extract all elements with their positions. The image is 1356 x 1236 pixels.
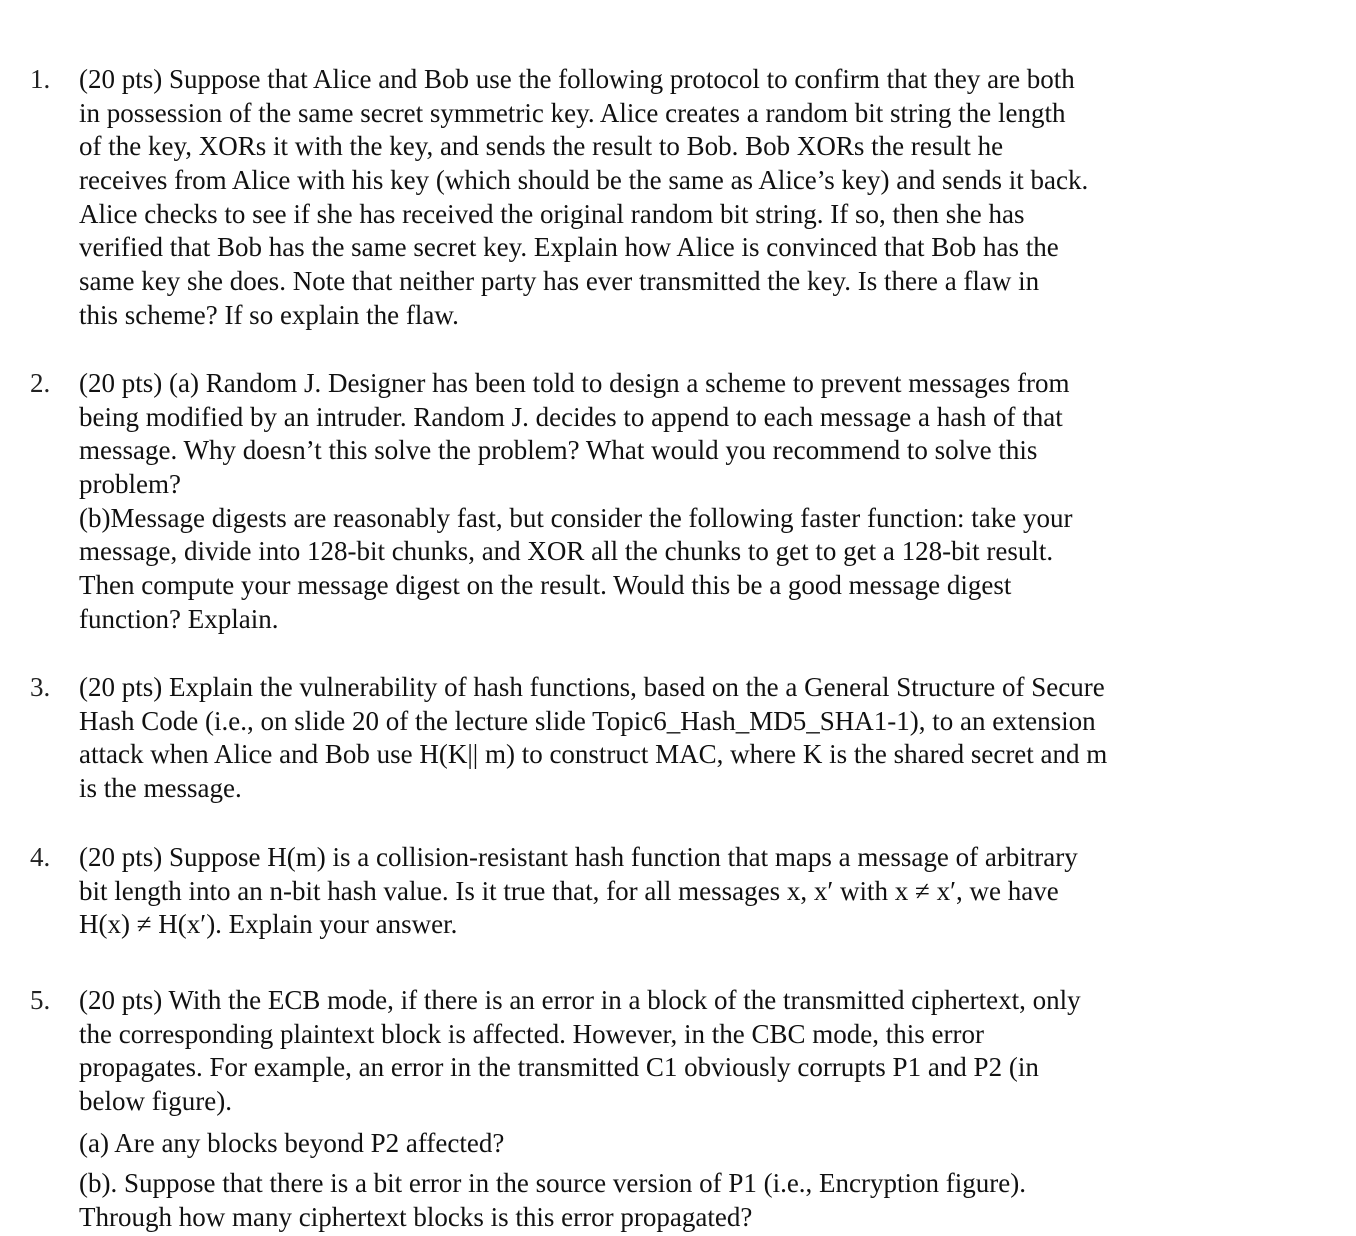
question-line: the corresponding plaintext block is affected. However, in the CBC mode, this error (79, 1019, 984, 1049)
question-line: (b)Message digests are reasonably fast, but consider the following faster function: take your (79, 503, 1073, 533)
question-line: Alice checks to see if she has received the original random bit string. If so, then she has (79, 199, 1025, 229)
question-line: H(x) ≠ H(x′). Explain your answer. (79, 909, 458, 939)
question-line: bit length into an n-bit hash value. Is it true that, for all messages x, x′ with x ≠ x′, we have (79, 876, 1059, 906)
question-line: being modified by an intruder. Random J. decides to append to each message a hash of that (79, 402, 1063, 432)
question-line: Hash Code (i.e., on slide 20 of the lecture slide Topic6_Hash_MD5_SHA1-1), to an extension (79, 706, 1096, 736)
question-line: this scheme? If so explain the flaw. (79, 300, 459, 330)
question-line: (20 pts) Suppose that Alice and Bob use the following protocol to confirm that they are both (79, 64, 1075, 94)
question-line: receives from Alice with his key (which should be the same as Alice’s key) and sends it back. (79, 165, 1089, 195)
question-line: (b). Suppose that there is a bit error in the source version of P1 (i.e., Encryption figure). (79, 1168, 1026, 1198)
question-line: same key she does. Note that neither party has ever transmitted the key. Is there a flaw in (79, 266, 1040, 296)
question-line: Then compute your message digest on the result. Would this be a good message digest (79, 570, 1012, 600)
question-line: (a) Are any blocks beyond P2 affected? (79, 1128, 505, 1158)
question-line: is the message. (79, 773, 242, 803)
question-number: 4. (30, 842, 51, 872)
question-number: 5. (30, 985, 51, 1015)
question-line: propagates. For example, an error in the transmitted C1 obviously corrupts P1 and P2 (in (79, 1052, 1039, 1082)
question-line: Through how many ciphertext blocks is this error propagated? (79, 1202, 753, 1232)
question-line: verified that Bob has the same secret key. Explain how Alice is convinced that Bob has the (79, 232, 1059, 262)
question-line: problem? (79, 469, 181, 499)
question-line: function? Explain. (79, 604, 279, 634)
question-number: 2. (30, 368, 51, 398)
question-line: (20 pts) Explain the vulnerability of hash functions, based on the a General Structure of Secure (79, 672, 1105, 702)
question-line: attack when Alice and Bob use H(K|| m) to construct MAC, where K is the shared secret and m (79, 739, 1108, 769)
question-line: below figure). (79, 1086, 232, 1116)
question-line: of the key, XORs it with the key, and sends the result to Bob. Bob XORs the result he (79, 131, 1004, 161)
question-number: 3. (30, 672, 51, 702)
question-line: message, divide into 128-bit chunks, and XOR all the chunks to get to get a 128-bit result. (79, 536, 1054, 566)
question-line: (20 pts) Suppose H(m) is a collision-resistant hash function that maps a message of arbitrary (79, 842, 1078, 872)
question-line: message. Why doesn’t this solve the problem? What would you recommend to solve this (79, 435, 1038, 465)
question-line: (20 pts) (a) Random J. Designer has been told to design a scheme to prevent messages from (79, 368, 1070, 398)
question-line: (20 pts) With the ECB mode, if there is an error in a block of the transmitted ciphertext, only (79, 985, 1081, 1015)
question-number: 1. (30, 64, 51, 94)
question-line: in possession of the same secret symmetric key. Alice creates a random bit string the length (79, 98, 1066, 128)
